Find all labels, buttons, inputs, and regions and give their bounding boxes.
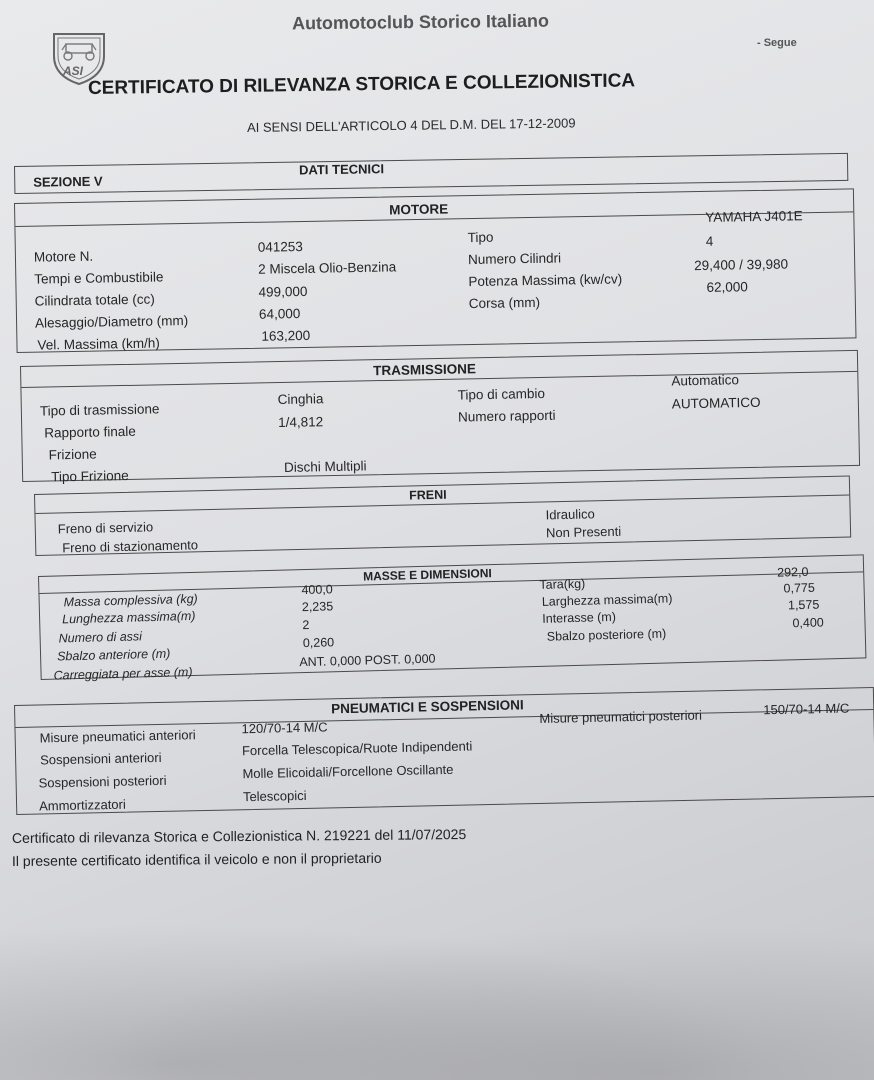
- label-interasse: Interasse (m): [542, 609, 617, 626]
- value-tipo-frizione: Dischi Multipli: [283, 458, 367, 475]
- value-vel-massima: 163,200: [261, 327, 311, 344]
- value-rapporto-finale: 1/4,812: [277, 414, 324, 431]
- label-sospensioni-anteriori: Sospensioni anteriori: [39, 749, 162, 768]
- label-vel-massima: Vel. Massima (km/h): [37, 335, 160, 353]
- label-pneumatici-posteriori: Misure pneumatici posteriori: [539, 707, 703, 726]
- value-lunghezza-massima: 2,235: [301, 599, 334, 615]
- label-massa-complessiva: Massa complessiva (kg): [63, 591, 198, 610]
- value-numero-cilindri: 4: [705, 233, 714, 249]
- value-ammortizzatori: Telescopici: [242, 787, 307, 805]
- masse-section: [38, 554, 866, 683]
- label-corsa: Corsa (mm): [468, 294, 541, 312]
- label-alesaggio: Alesaggio/Diametro (mm): [34, 312, 189, 331]
- value-numero-assi: 2: [302, 617, 310, 633]
- page-title: CERTIFICATO DI RILEVANZA STORICA E COLLEZIONISTICA: [87, 70, 636, 99]
- value-sospensioni-posteriori: Molle Elicoidali/Forcellone Oscillante: [242, 761, 454, 782]
- value-numero-rapporti: AUTOMATICO: [671, 394, 761, 412]
- photo-shadow: [0, 900, 874, 1080]
- label-cilindrata: Cilindrata totale (cc): [34, 291, 155, 309]
- label-tempi: Tempi e Combustibile: [34, 269, 164, 287]
- value-larghezza-massima: 0,775: [783, 580, 816, 596]
- value-sbalzo-posteriore: 0,400: [792, 615, 824, 631]
- label-larghezza-massima: Larghezza massima(m): [541, 591, 673, 609]
- label-lunghezza-massima: Lunghezza massima(m): [61, 608, 196, 627]
- label-ammortizzatori: Ammortizzatori: [38, 796, 126, 814]
- label-sbalzo-anteriore: Sbalzo anteriore (m): [56, 646, 171, 664]
- value-sbalzo-anteriore: 0,260: [302, 635, 335, 651]
- freni-title: FRENI: [408, 487, 447, 503]
- label-potenza: Potenza Massima (kw/cv): [468, 271, 623, 290]
- label-numero-assi: Numero di assi: [58, 629, 143, 646]
- logo-text: ASI: [63, 64, 84, 78]
- value-pneumatici-anteriori: 120/70-14 M/C: [241, 719, 328, 737]
- label-rapporto-finale: Rapporto finale: [44, 423, 136, 441]
- value-cilindrata: 499,000: [258, 283, 308, 300]
- label-numero-cilindri: Numero Cilindri: [467, 250, 562, 268]
- value-freno-stazionamento: Non Presenti: [545, 523, 622, 541]
- value-alesaggio: 64,000: [258, 306, 301, 322]
- value-freno-servizio: Idraulico: [545, 506, 595, 523]
- trasmissione-section: [20, 350, 860, 485]
- section-label: SEZIONE V: [33, 173, 103, 190]
- label-tipo: Tipo: [467, 229, 494, 246]
- pneumatici-section: [14, 687, 874, 815]
- label-sospensioni-posteriori: Sospensioni posteriori: [38, 772, 167, 791]
- label-freno-servizio: Freno di servizio: [57, 519, 154, 537]
- value-potenza: 29,400 / 39,980: [694, 256, 789, 274]
- label-frizione: Frizione: [48, 446, 97, 463]
- value-carreggiata: ANT. 0,000 POST. 0,000: [299, 651, 436, 670]
- label-pneumatici-anteriori: Misure pneumatici anteriori: [39, 727, 196, 746]
- value-sospensioni-anteriori: Forcella Telescopica/Ruote Indipendenti: [241, 738, 473, 759]
- label-freno-stazionamento: Freno di stazionamento: [62, 537, 199, 556]
- section-title: DATI TECNICI: [298, 161, 385, 178]
- label-tara: Tara(kg): [539, 576, 586, 592]
- label-sbalzo-posteriore: Sbalzo posteriore (m): [546, 626, 667, 644]
- section-header-box: [14, 153, 848, 194]
- value-massa-complessiva: 400,0: [301, 582, 333, 598]
- label-tipo-trasmissione: Tipo di trasmissione: [39, 401, 160, 419]
- value-tipo: YAMAHA J401E: [705, 208, 803, 225]
- label-carreggiata: Carreggiata per asse (m): [53, 664, 193, 683]
- motore-title: MOTORE: [389, 201, 449, 218]
- label-numero-rapporti: Numero rapporti: [457, 407, 556, 425]
- value-tempi: 2 Miscela Olio-Benzina: [258, 259, 397, 277]
- motore-section: [14, 188, 856, 353]
- value-corsa: 62,000: [706, 279, 749, 295]
- pneumatici-title: PNEUMATICI E SOSPENSIONI: [330, 697, 524, 717]
- freni-section: [34, 475, 851, 555]
- label-tipo-cambio: Tipo di cambio: [457, 385, 546, 403]
- label-tipo-frizione: Tipo Frizione: [50, 467, 129, 485]
- value-motore-n: 041253: [257, 238, 303, 255]
- label-motore-n: Motore N.: [33, 248, 94, 265]
- masse-title: MASSE E DIMENSIONI: [362, 566, 492, 584]
- value-pneumatici-posteriori: 150/70-14 M/C: [763, 700, 850, 718]
- segue-label: - Segue: [757, 37, 797, 49]
- value-interasse: 1,575: [787, 597, 820, 613]
- value-tara: 292,0: [776, 564, 809, 580]
- value-tipo-cambio: Automatico: [671, 372, 740, 389]
- page-subtitle: AI SENSI DELL'ARTICOLO 4 DEL D.M. DEL 17-12-2009: [246, 115, 576, 135]
- footer-certificate-number: Certificato di rilevanza Storica e Collezionistica N. 219221 del 11/07/2025: [11, 826, 467, 846]
- org-name: Automotoclub Storico Italiano: [291, 10, 550, 34]
- value-tipo-trasmissione: Cinghia: [277, 391, 324, 408]
- trasmissione-title: TRASMISSIONE: [373, 361, 477, 379]
- footer-note: Il presente certificato identifica il veicolo e non il proprietario: [11, 849, 382, 869]
